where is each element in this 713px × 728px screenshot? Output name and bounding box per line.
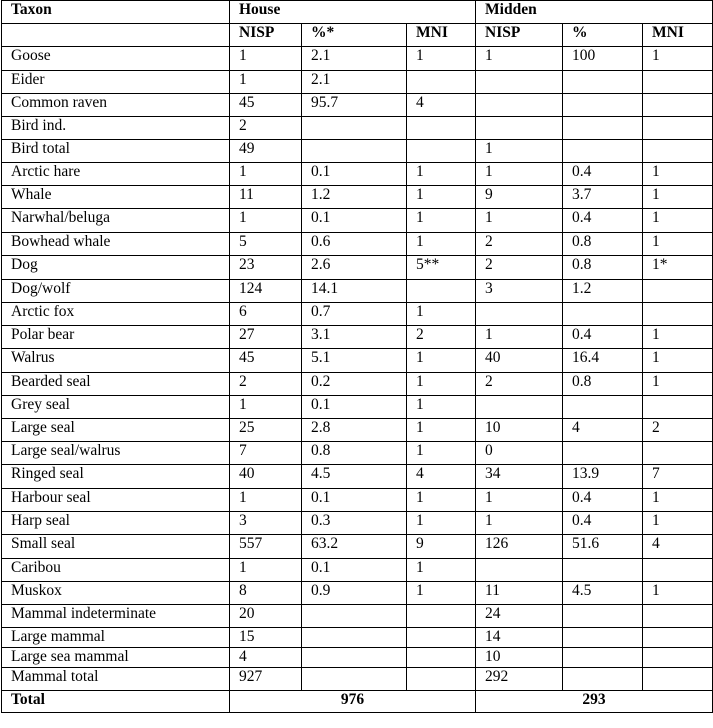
house-mni-cell: 1 (407, 349, 476, 373)
taxon-cell: Grey seal (2, 396, 230, 419)
header-taxon: Taxon (2, 1, 230, 24)
house-nisp-cell: 1 (230, 396, 302, 419)
midden-mni-cell (643, 280, 713, 303)
midden-nisp-cell (476, 396, 563, 419)
house-nisp-cell: 1 (230, 209, 302, 233)
midden-mni-cell: 1* (643, 256, 713, 280)
house-nisp-cell: 8 (230, 582, 302, 605)
midden-mni-cell (643, 303, 713, 326)
house-percent-cell: 2.6 (302, 256, 407, 280)
table-row (2, 648, 713, 668)
midden-percent-cell (563, 140, 643, 163)
taxon-cell: Large mammal (2, 628, 230, 648)
house-nisp-cell: 45 (230, 349, 302, 373)
house-percent-cell: 0.2 (302, 373, 407, 396)
house-percent-cell: 4.5 (302, 465, 407, 489)
house-mni-cell: 1 (407, 489, 476, 512)
taxon-cell: Mammal total (2, 668, 230, 691)
house-nisp-cell: 4 (230, 648, 302, 668)
table-row (2, 605, 713, 628)
taxon-cell: Small seal (2, 535, 230, 559)
midden-percent-cell: 0.8 (563, 373, 643, 396)
taxon-cell: Mammal indeterminate (2, 605, 230, 628)
house-nisp-cell: 7 (230, 442, 302, 465)
house-mni-cell: 4 (407, 94, 476, 117)
house-nisp-cell: 1 (230, 489, 302, 512)
table-row (2, 47, 713, 71)
taxon-cell: Dog (2, 256, 230, 280)
midden-percent-cell: 3.7 (563, 186, 643, 209)
midden-percent-cell: 100 (563, 47, 643, 71)
house-mni-cell: 1 (407, 419, 476, 442)
house-percent-cell: 1.2 (302, 186, 407, 209)
header-house-nisp: NISP (230, 24, 302, 47)
house-percent-cell: 2.8 (302, 419, 407, 442)
house-percent-cell: 14.1 (302, 280, 407, 303)
midden-mni-cell (643, 605, 713, 628)
house-mni-cell (407, 140, 476, 163)
midden-nisp-cell: 10 (476, 419, 563, 442)
taxon-cell: Walrus (2, 349, 230, 373)
header-midden-nisp: NISP (476, 24, 563, 47)
house-percent-cell: 0.1 (302, 163, 407, 186)
house-nisp-cell: 40 (230, 465, 302, 489)
midden-percent-cell: 0.4 (563, 163, 643, 186)
midden-percent-cell: 0.8 (563, 256, 643, 280)
midden-nisp-cell: 1 (476, 209, 563, 233)
table-row (2, 233, 713, 256)
midden-nisp-cell: 2 (476, 256, 563, 280)
header-midden: Midden (476, 1, 713, 24)
table-row (2, 559, 713, 582)
midden-mni-cell: 1 (643, 186, 713, 209)
taxon-cell: Dog/wolf (2, 280, 230, 303)
midden-percent-cell (563, 442, 643, 465)
house-nisp-cell: 5 (230, 233, 302, 256)
house-percent-cell (302, 140, 407, 163)
house-nisp-cell: 23 (230, 256, 302, 280)
table-row (2, 117, 713, 140)
table-row (2, 419, 713, 442)
house-mni-cell: 1 (407, 582, 476, 605)
midden-percent-cell: 16.4 (563, 349, 643, 373)
house-percent-cell: 0.1 (302, 396, 407, 419)
house-nisp-cell: 27 (230, 326, 302, 349)
house-percent-cell: 0.9 (302, 582, 407, 605)
taxon-cell: Muskox (2, 582, 230, 605)
midden-nisp-cell (476, 117, 563, 140)
house-nisp-cell: 15 (230, 628, 302, 648)
midden-mni-cell (643, 94, 713, 117)
midden-mni-cell (643, 71, 713, 94)
house-nisp-cell: 6 (230, 303, 302, 326)
midden-percent-cell (563, 668, 643, 691)
house-mni-cell (407, 117, 476, 140)
midden-nisp-cell: 24 (476, 605, 563, 628)
midden-mni-cell: 1 (643, 209, 713, 233)
taxon-cell: Common raven (2, 94, 230, 117)
midden-mni-cell: 1 (643, 349, 713, 373)
midden-nisp-cell: 2 (476, 233, 563, 256)
midden-nisp-cell: 2 (476, 373, 563, 396)
midden-percent-cell (563, 605, 643, 628)
midden-percent-cell: 0.4 (563, 512, 643, 535)
midden-percent-cell: 0.4 (563, 326, 643, 349)
midden-mni-cell: 1 (643, 163, 713, 186)
midden-mni-cell: 1 (643, 582, 713, 605)
taxon-cell: Polar bear (2, 326, 230, 349)
midden-percent-cell (563, 94, 643, 117)
midden-nisp-cell: 3 (476, 280, 563, 303)
taxon-cell: Harp seal (2, 512, 230, 535)
house-mni-cell: 1 (407, 559, 476, 582)
house-mni-cell: 2 (407, 326, 476, 349)
total-row (2, 691, 713, 713)
midden-mni-cell (643, 117, 713, 140)
house-mni-cell: 1 (407, 233, 476, 256)
house-mni-cell: 9 (407, 535, 476, 559)
table-row (2, 535, 713, 559)
midden-percent-cell: 1.2 (563, 280, 643, 303)
midden-nisp-cell: 34 (476, 465, 563, 489)
house-mni-cell: 5** (407, 256, 476, 280)
midden-nisp-cell: 1 (476, 489, 563, 512)
house-mni-cell: 1 (407, 373, 476, 396)
midden-percent-cell: 13.9 (563, 465, 643, 489)
midden-nisp-cell (476, 94, 563, 117)
house-mni-cell: 1 (407, 303, 476, 326)
house-mni-cell: 1 (407, 186, 476, 209)
table-row (2, 396, 713, 419)
table-row (2, 280, 713, 303)
midden-mni-cell: 1 (643, 512, 713, 535)
table-row (2, 349, 713, 373)
midden-mni-cell: 1 (643, 489, 713, 512)
midden-mni-cell (643, 628, 713, 648)
taxon-cell: Arctic hare (2, 163, 230, 186)
table-row (2, 71, 713, 94)
house-mni-cell (407, 648, 476, 668)
house-nisp-cell: 2 (230, 117, 302, 140)
house-nisp-cell: 45 (230, 94, 302, 117)
house-mni-cell: 1 (407, 396, 476, 419)
header-row-2 (2, 24, 713, 47)
midden-nisp-cell: 292 (476, 668, 563, 691)
house-percent-cell: 0.8 (302, 442, 407, 465)
house-mni-cell (407, 605, 476, 628)
taxon-cell: Narwhal/beluga (2, 209, 230, 233)
taxon-cell: Bowhead whale (2, 233, 230, 256)
header-blank-cell (2, 24, 230, 47)
midden-mni-cell (643, 648, 713, 668)
house-mni-cell: 1 (407, 47, 476, 71)
midden-nisp-cell: 1 (476, 512, 563, 535)
midden-percent-cell: 0.8 (563, 233, 643, 256)
midden-nisp-cell: 0 (476, 442, 563, 465)
house-percent-cell: 5.1 (302, 349, 407, 373)
house-percent-cell: 63.2 (302, 535, 407, 559)
table-row (2, 373, 713, 396)
table-row (2, 326, 713, 349)
table-row (2, 209, 713, 233)
house-nisp-cell: 2 (230, 373, 302, 396)
total-midden: 293 (476, 691, 713, 713)
midden-nisp-cell: 40 (476, 349, 563, 373)
house-mni-cell: 1 (407, 512, 476, 535)
house-percent-cell: 0.7 (302, 303, 407, 326)
house-nisp-cell: 1 (230, 47, 302, 71)
taxon-cell: Arctic fox (2, 303, 230, 326)
taxon-cell: Ringed seal (2, 465, 230, 489)
table-row (2, 140, 713, 163)
taxon-cell: Large sea mammal (2, 648, 230, 668)
table-row (2, 94, 713, 117)
taxon-cell: Whale (2, 186, 230, 209)
house-percent-cell (302, 648, 407, 668)
taxon-cell: Large seal (2, 419, 230, 442)
header-house: House (230, 1, 476, 24)
midden-percent-cell: 4.5 (563, 582, 643, 605)
midden-nisp-cell: 10 (476, 648, 563, 668)
midden-nisp-cell: 1 (476, 140, 563, 163)
taxon-cell: Goose (2, 47, 230, 71)
house-nisp-cell: 3 (230, 512, 302, 535)
table-row (2, 489, 713, 512)
house-percent-cell: 0.1 (302, 209, 407, 233)
table-row (2, 582, 713, 605)
midden-mni-cell: 2 (643, 419, 713, 442)
midden-nisp-cell: 126 (476, 535, 563, 559)
table-row (2, 163, 713, 186)
table-row (2, 186, 713, 209)
midden-nisp-cell: 1 (476, 47, 563, 71)
house-percent-cell (302, 117, 407, 140)
house-mni-cell (407, 668, 476, 691)
midden-percent-cell (563, 628, 643, 648)
midden-nisp-cell (476, 559, 563, 582)
midden-percent-cell (563, 396, 643, 419)
house-mni-cell (407, 71, 476, 94)
taxon-cell: Harbour seal (2, 489, 230, 512)
midden-nisp-cell: 14 (476, 628, 563, 648)
table-row (2, 256, 713, 280)
house-nisp-cell: 124 (230, 280, 302, 303)
house-mni-cell: 1 (407, 163, 476, 186)
taxon-cell: Bird total (2, 140, 230, 163)
house-mni-cell: 4 (407, 465, 476, 489)
house-nisp-cell: 1 (230, 163, 302, 186)
midden-mni-cell (643, 396, 713, 419)
house-percent-cell: 3.1 (302, 326, 407, 349)
taxon-cell: Caribou (2, 559, 230, 582)
house-percent-cell (302, 628, 407, 648)
fauna-table (1, 0, 713, 713)
midden-percent-cell (563, 71, 643, 94)
house-nisp-cell: 49 (230, 140, 302, 163)
house-nisp-cell: 11 (230, 186, 302, 209)
midden-mni-cell (643, 442, 713, 465)
house-percent-cell: 2.1 (302, 47, 407, 71)
midden-mni-cell: 1 (643, 47, 713, 71)
header-midden-percent: % (563, 24, 643, 47)
house-nisp-cell: 25 (230, 419, 302, 442)
midden-percent-cell (563, 559, 643, 582)
midden-mni-cell: 7 (643, 465, 713, 489)
house-percent-cell: 0.3 (302, 512, 407, 535)
house-percent-cell: 2.1 (302, 71, 407, 94)
total-label: Total (2, 691, 230, 713)
header-house-percent: %* (302, 24, 407, 47)
midden-percent-cell: 51.6 (563, 535, 643, 559)
header-row-1 (2, 1, 713, 24)
house-mni-cell (407, 628, 476, 648)
header-midden-mni: MNI (643, 24, 713, 47)
table-row (2, 512, 713, 535)
taxon-cell: Bearded seal (2, 373, 230, 396)
table-row (2, 668, 713, 691)
total-house: 976 (230, 691, 476, 713)
taxon-cell: Bird ind. (2, 117, 230, 140)
midden-mni-cell (643, 559, 713, 582)
house-percent-cell: 0.1 (302, 489, 407, 512)
house-nisp-cell: 927 (230, 668, 302, 691)
header-house-mni: MNI (407, 24, 476, 47)
house-nisp-cell: 557 (230, 535, 302, 559)
taxon-cell: Large seal/walrus (2, 442, 230, 465)
house-nisp-cell: 1 (230, 71, 302, 94)
midden-nisp-cell: 1 (476, 163, 563, 186)
midden-percent-cell (563, 303, 643, 326)
house-percent-cell: 0.6 (302, 233, 407, 256)
midden-mni-cell: 1 (643, 373, 713, 396)
midden-mni-cell: 4 (643, 535, 713, 559)
midden-mni-cell: 1 (643, 326, 713, 349)
taxon-cell: Eider (2, 71, 230, 94)
midden-mni-cell (643, 140, 713, 163)
midden-percent-cell: 0.4 (563, 209, 643, 233)
midden-nisp-cell (476, 71, 563, 94)
midden-percent-cell (563, 117, 643, 140)
house-percent-cell (302, 668, 407, 691)
midden-nisp-cell (476, 303, 563, 326)
midden-mni-cell (643, 668, 713, 691)
table-row (2, 442, 713, 465)
table-row (2, 303, 713, 326)
house-nisp-cell: 1 (230, 559, 302, 582)
midden-nisp-cell: 9 (476, 186, 563, 209)
midden-nisp-cell: 11 (476, 582, 563, 605)
table-row (2, 465, 713, 489)
house-mni-cell: 1 (407, 209, 476, 233)
table-row (2, 628, 713, 648)
midden-mni-cell: 1 (643, 233, 713, 256)
house-percent-cell: 0.1 (302, 559, 407, 582)
house-percent-cell: 95.7 (302, 94, 407, 117)
midden-percent-cell (563, 648, 643, 668)
house-percent-cell (302, 605, 407, 628)
house-mni-cell (407, 280, 476, 303)
house-mni-cell: 1 (407, 442, 476, 465)
house-nisp-cell: 20 (230, 605, 302, 628)
midden-percent-cell: 0.4 (563, 489, 643, 512)
midden-percent-cell: 4 (563, 419, 643, 442)
midden-nisp-cell: 1 (476, 326, 563, 349)
